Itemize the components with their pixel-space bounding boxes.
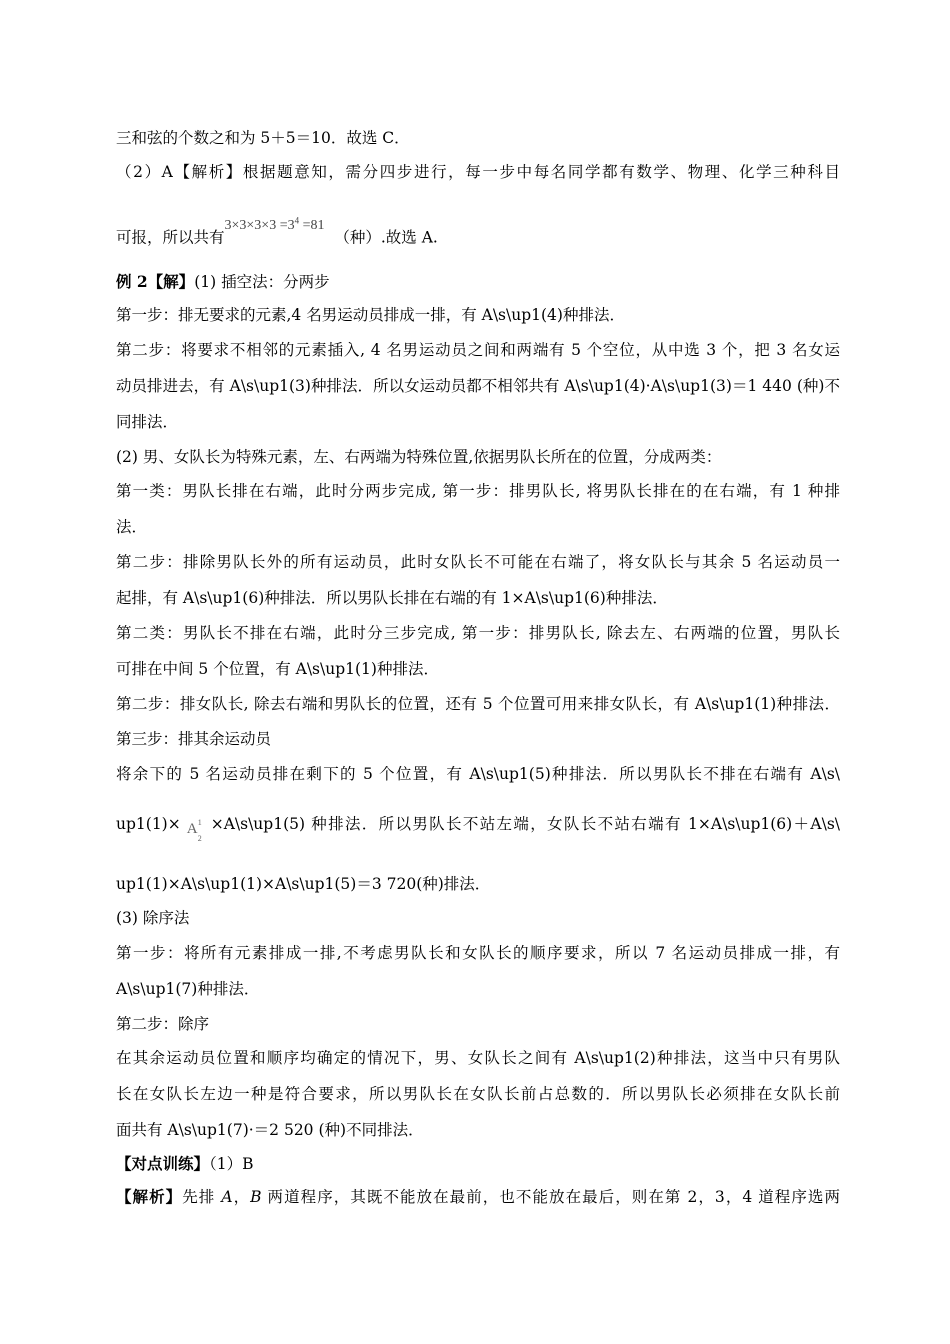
permutation-formula: A 1 2 xyxy=(186,818,202,843)
text-segment: ×A\s\up1(5) 种排法．所以男队长不站左端，女队长不站右端有 1×A\s\up1(6)＋A\s\ xyxy=(210,815,840,833)
text-line: (2) 男、女队长为特殊元素，左、右两端为特殊位置,依据男队长所在的位置，分成两类： xyxy=(116,448,722,466)
text-line: 第二步：排女队长, 除去右端和男队长的位置，还有 5 个位置可用来排女队长，有 A\s\up1(1)种排法． xyxy=(116,695,840,713)
text-segment: （种）.故选 A. xyxy=(334,228,438,247)
text-line: 动员排进去，有 A\s\up1(3)种排法．所以女运动员都不相邻共有 A\s\up1(4)·A\s\up1(3)＝1 440 (种)不 xyxy=(116,377,840,395)
text-line: 第二类：男队长不排在右端，此时分三步完成, 第一步：排男队长, 除去左、右两端的位置，男队长 xyxy=(116,624,840,642)
text-line: 【解析】先排 A，B 两道程序，其既不能放在最前，也不能放在最后，则在第 2，3，4 道程序选两 xyxy=(116,1187,840,1206)
text-line: up1(1)×A\s\up1(1)×A\s\up1(5)＝3 720(种)排法． xyxy=(116,875,491,893)
text-line: 将余下的 5 名运动员排在剩下的 5 个位置，有 A\s\up1(5)种排法．所以男队长不排在右端有 A\s\ xyxy=(116,765,840,783)
text-segment: up1(1)× xyxy=(116,815,181,833)
text-line: A\s\up1(7)种排法． xyxy=(116,980,260,998)
text-line: 第三步：排其余运动员 xyxy=(116,730,272,748)
math-formula: $3\times 3\times 3\times 3 =3^4 =81$ xyxy=(224,215,325,233)
text-line: 长在女队长左边一种是符合要求，所以男队长在女队长前占总数的．所以男队长必须排在女队长前 xyxy=(116,1085,840,1103)
text-line: 可排在中间 5 个位置，有 A\s\up1(1)种排法． xyxy=(116,660,439,678)
training-label: 【对点训练】 xyxy=(116,1154,210,1173)
text-segment: （1）B xyxy=(209,1155,254,1173)
text-line: 第一步：将所有元素排成一排,不考虑男队长和女队长的顺序要求，所以 7 名运动员排成一排，有 xyxy=(116,944,840,962)
example-label: 例 2【解】 xyxy=(116,272,195,291)
text-line: 三和弦的个数之和为 5＋5＝10．故选 C． xyxy=(116,129,410,147)
analysis-label: 【解析】 xyxy=(116,1187,183,1206)
text-line: 第一类：男队长排在右端，此时分两步完成, 第一步：排男队长, 将男队长排在的在右端，有 1 种排 xyxy=(116,482,840,500)
text-line: 同排法． xyxy=(116,413,179,431)
text-line: (3) 除序法 xyxy=(116,909,190,927)
text-line: 起排，有 A\s\up1(6)种排法．所以男队长排在右端的有 1×A\s\up1(6)种排法． xyxy=(116,589,668,607)
text-line xyxy=(116,215,840,250)
text-line: 法． xyxy=(116,518,148,536)
text-line: 第一步：排无要求的元素,4 名男运动员排成一排，有 A\s\up1(4)种排法． xyxy=(116,306,625,324)
text-line xyxy=(116,814,840,843)
training-heading xyxy=(116,1154,840,1174)
text-line: 第二步：除序 xyxy=(116,1015,210,1033)
text-line: 面共有 A\s\up1(7)·＝2 520 (种)不同排法． xyxy=(116,1121,424,1139)
text-line: 在其余运动员位置和顺序均确定的情况下，男、女队长之间有 A\s\up1(2)种排法，这当中只有男队 xyxy=(116,1049,840,1067)
text-line: 第二步：排除男队长外的所有运动员，此时女队长不可能在右端了，将女队长与其余 5 名运动员一 xyxy=(116,553,840,571)
text-segment: 可报，所以共有 xyxy=(116,228,225,247)
text-line: （2）A【解析】根据题意知，需分四步进行，每一步中每名同学都有数学、物理、化学三种科目 xyxy=(116,163,840,181)
text-segment: (1) 插空法：分两步 xyxy=(194,273,330,291)
text-line: 第二步：将要求不相邻的元素插入, 4 名男运动员之间和两端有 5 个空位，从中选 3 个，把 3 名女运 xyxy=(116,341,840,359)
example-heading xyxy=(116,272,840,292)
